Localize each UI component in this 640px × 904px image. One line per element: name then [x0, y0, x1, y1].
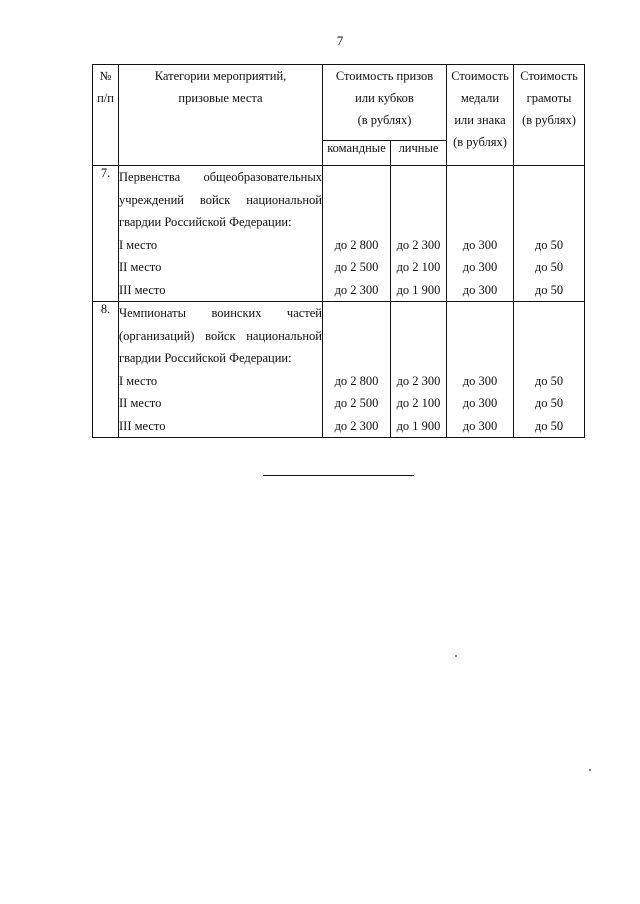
place-label: III место	[119, 282, 166, 297]
diploma-values	[514, 302, 585, 438]
row-title-line: (организаций) войск национальной	[119, 328, 322, 343]
row-title-line: гвардии Российской Федерации:	[119, 215, 292, 229]
personal-value: до 1 900	[396, 282, 441, 297]
page-number: 7	[336, 33, 344, 48]
header-medal-line: (в рублях)	[453, 135, 507, 149]
row-category	[119, 166, 323, 302]
header-medal	[447, 65, 514, 166]
diploma-values	[514, 166, 585, 302]
diploma-value: до 50	[534, 373, 564, 388]
personal-value: до 2 300	[396, 373, 441, 388]
team-value: до 2 300	[334, 282, 379, 297]
personal-values	[391, 302, 447, 438]
header-row	[93, 65, 585, 141]
header-prizes	[323, 65, 447, 141]
row-title-line: Чемпионаты воинских частей	[119, 306, 322, 320]
place-label: III место	[119, 418, 166, 433]
header-medal-line: Стоимость	[451, 69, 509, 83]
header-prizes-line: (в рублях)	[357, 113, 412, 127]
team-value: до 2 300	[334, 418, 379, 433]
header-number-line: п/п	[97, 91, 114, 105]
header-diploma-line: (в рублях)	[522, 113, 576, 127]
header-diploma-line: грамоты	[526, 91, 572, 105]
medal-value: до 300	[462, 237, 498, 252]
header-prizes-line: Стоимость призов	[335, 69, 434, 83]
personal-value: до 1 900	[396, 418, 441, 433]
row-number: 7.	[93, 166, 119, 302]
personal-value: до 2 100	[396, 260, 441, 274]
medal-value: до 300	[462, 373, 498, 388]
row-title-line: Первенства общеобразовательных	[119, 170, 322, 184]
team-value: до 2 800	[334, 373, 379, 388]
place-label: I место	[119, 373, 158, 388]
header-medal-line: медали	[460, 91, 500, 105]
header-category-line: Категории мероприятий,	[154, 69, 287, 83]
header-category-line: призовые места	[178, 91, 263, 105]
scan-speck	[589, 769, 591, 771]
place-label: I место	[119, 237, 158, 252]
header-number	[93, 65, 119, 166]
team-values	[323, 166, 391, 302]
team-value: до 2 500	[334, 260, 379, 274]
medal-value: до 300	[462, 282, 498, 297]
team-value: до 2 500	[334, 396, 379, 410]
end-divider	[263, 475, 414, 476]
medal-value: до 300	[462, 396, 498, 410]
medal-value: до 300	[462, 260, 498, 274]
personal-values	[391, 166, 447, 302]
diploma-value: до 50	[534, 260, 564, 274]
header-number-line: №	[99, 69, 112, 83]
team-value: до 2 800	[334, 237, 379, 252]
diploma-value: до 50	[534, 237, 564, 252]
header-prizes-line: или кубков	[355, 91, 414, 105]
team-values	[323, 302, 391, 438]
table-row	[93, 302, 585, 438]
diploma-value: до 50	[534, 418, 564, 433]
header-diploma	[514, 65, 585, 166]
header-medal-line: или знака	[454, 113, 506, 127]
medal-value: до 300	[462, 418, 498, 433]
row-title-line: учреждений войск национальной	[119, 192, 322, 207]
place-label: II место	[119, 260, 162, 274]
row-title-line: гвардии Российской Федерации:	[119, 351, 292, 365]
row-number: 8.	[93, 302, 119, 438]
medal-values	[447, 166, 514, 302]
row-category	[119, 302, 323, 438]
header-prizes-personal: личные	[391, 141, 447, 166]
diploma-value: до 50	[534, 396, 564, 410]
medal-values	[447, 302, 514, 438]
diploma-value: до 50	[534, 282, 564, 297]
personal-value: до 2 300	[396, 237, 441, 252]
header-category	[119, 65, 323, 166]
personal-value: до 2 100	[396, 396, 441, 410]
place-label: II место	[119, 396, 162, 410]
scan-speck	[455, 655, 457, 657]
header-diploma-line: Стоимость	[520, 69, 578, 83]
prize-cost-table	[92, 64, 585, 438]
header-prizes-team: командные	[323, 141, 391, 166]
table-row	[93, 166, 585, 302]
